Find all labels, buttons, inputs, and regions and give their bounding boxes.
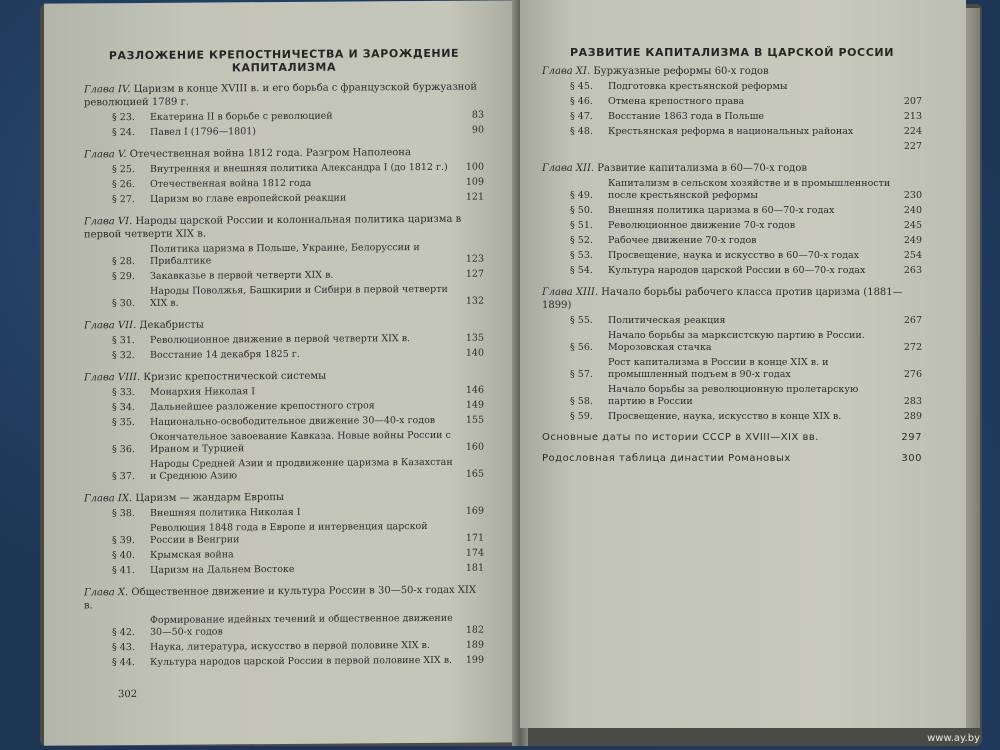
watermark: www.ay.by — [927, 733, 980, 744]
section-page: 283 — [903, 396, 922, 407]
toc-entry — [84, 640, 484, 655]
section-number: § 44. — [112, 657, 135, 669]
section-title: Народы Поволжья, Башкирии и Сибири в первой четверти XIX в. — [150, 283, 448, 309]
toc-entry — [84, 415, 484, 430]
chapter-label: Глава VIII. — [84, 371, 141, 384]
toc-entry — [542, 126, 922, 138]
chapter-label: Глава XII. — [542, 163, 595, 174]
chapter-title: Буржуазные реформы 60-х годов — [593, 66, 769, 77]
summary-page: 297 — [901, 432, 922, 443]
toc-entry — [84, 430, 484, 457]
chapter-heading — [84, 213, 484, 242]
toc-entry — [542, 357, 922, 381]
chapter-block — [84, 317, 484, 363]
summary-page: 300 — [901, 453, 922, 464]
section-page: 289 — [903, 411, 922, 422]
right-toc — [542, 65, 922, 423]
section-number: § 53. — [570, 250, 593, 261]
section-title: Восстание 1863 года в Польше — [608, 111, 765, 122]
section-title: Восстание 14 декабря 1825 г. — [150, 348, 300, 361]
toc-entry — [542, 111, 922, 123]
chapter-heading — [84, 584, 484, 613]
section-page: 123 — [465, 253, 484, 265]
section-number: § 51. — [570, 220, 593, 231]
section-page: 127 — [465, 268, 484, 280]
summary-entry — [542, 452, 922, 465]
section-page: 276 — [903, 369, 922, 380]
section-title: Подготовка крестьянской реформы — [608, 81, 788, 92]
section-title: Начало борьбы за марксистскую партию в России. Морозовская стачка — [608, 330, 865, 353]
section-number: § 34. — [112, 402, 135, 414]
chapter-heading — [84, 317, 484, 333]
toc-entry — [542, 220, 922, 232]
chapter-block — [84, 584, 484, 670]
section-number: § 58. — [570, 396, 593, 407]
section-number: § 46. — [570, 96, 593, 107]
summary-entry — [542, 431, 922, 444]
chapter-label: Глава VII. — [84, 320, 137, 332]
chapter-title: Кризис крепостнической системы — [143, 370, 327, 383]
section-page: 140 — [465, 347, 484, 359]
section-title: Крымская война — [150, 549, 234, 561]
section-title: Павел I (1796—1801) — [150, 126, 257, 138]
summary-list — [542, 431, 922, 465]
section-title: Народы Средней Азии и продвижение царизма в Казахстан и Среднюю Азию — [150, 456, 453, 482]
chapter-label: Глава X. — [84, 587, 129, 599]
section-page: 174 — [465, 547, 484, 559]
section-number: § 39. — [112, 535, 135, 547]
section-title: Революция 1848 года в Европе и интервенция царской России в Венгрии — [150, 520, 428, 546]
section-title: Крестьянская реформа в национальных районах — [608, 126, 854, 137]
section-title: Политика царизма в Польше, Украине, Белоруссии и Прибалтике — [150, 242, 420, 267]
section-number: § 24. — [112, 127, 135, 139]
section-title: Царизм на Дальнем Востоке — [150, 563, 295, 576]
section-title: Отечественная война 1812 года — [150, 177, 312, 190]
section-page: 100 — [465, 161, 484, 173]
section-number: § 57. — [570, 369, 593, 380]
toc-entry — [84, 400, 484, 415]
toc-entry — [84, 655, 484, 670]
section-page: 227 — [903, 141, 922, 152]
section-page: 199 — [465, 654, 484, 666]
section-page: 132 — [465, 295, 484, 307]
section-number: § 23. — [112, 112, 135, 124]
section-number: § 48. — [570, 126, 593, 137]
section-page: 267 — [903, 315, 922, 326]
toc-entry — [542, 315, 922, 327]
section-title: Революционное движение 70-х годов — [608, 220, 796, 231]
section-title: Внешняя политика царизма в 60—70-х годах — [608, 205, 835, 216]
chapter-label: Глава IX. — [84, 493, 133, 505]
section-number: § 54. — [570, 265, 593, 276]
chapter-label: Глава VI. — [84, 216, 133, 228]
toc-entry — [542, 330, 922, 354]
section-number: § 37. — [112, 471, 135, 483]
section-number: § 26. — [112, 179, 135, 191]
toc-entry — [84, 563, 484, 578]
right-page-header: РАЗВИТИЕ КАПИТАЛИЗМА В ЦАРСКОЙ РОССИИ — [569, 46, 895, 59]
section-page: 146 — [465, 384, 484, 396]
chapter-heading — [542, 286, 922, 312]
chapter-title: Общественное движение и культура России в 30—50-х годах XIX в. — [84, 584, 476, 612]
section-title: Рабочее движение 70-х годов — [608, 235, 757, 246]
chapter-block — [84, 490, 484, 578]
chapter-heading — [542, 65, 922, 78]
toc-entry — [542, 250, 922, 262]
chapter-block — [84, 213, 484, 311]
section-title: Монархия Николая I — [150, 386, 255, 398]
section-number: § 36. — [112, 444, 135, 456]
toc-entry — [84, 192, 484, 207]
toc-entry — [542, 265, 922, 277]
toc-entry — [84, 385, 484, 400]
toc-entry — [84, 548, 484, 563]
section-title: Начало борьбы за революционную пролетарскую партию в России — [608, 384, 859, 407]
section-number: § 30. — [112, 298, 135, 310]
section-page: 207 — [903, 96, 922, 107]
toc-entry — [84, 177, 484, 192]
chapter-heading — [84, 81, 484, 110]
chapter-title: Декабристы — [139, 319, 204, 331]
section-number: § 41. — [112, 565, 135, 577]
section-page: 155 — [465, 414, 484, 426]
section-number: § 56. — [570, 342, 593, 353]
section-number: § 35. — [112, 417, 135, 429]
section-page: 189 — [465, 639, 484, 651]
chapter-title: Народы царской России и колониальная политика царизма в первой четверти XIX в. — [84, 213, 462, 241]
section-page: 135 — [465, 332, 484, 344]
left-page-header: РАЗЛОЖЕНИЕ КРЕПОСТНИЧЕСТВА И ЗАРОЖДЕНИЕ КАПИТАЛИЗМА — [108, 46, 460, 75]
toc-entry — [84, 242, 484, 269]
toc-entry — [84, 125, 484, 140]
section-title: Внутренняя и внешняя политика Александра I (до 1812 г.) — [150, 161, 448, 175]
toc-entry — [542, 205, 922, 217]
chapter-title: Царизм в конце XVIII в. и его борьба с французской буржуазной революцией 1789 г. — [84, 81, 478, 109]
toc-entry — [84, 269, 484, 284]
section-page: 254 — [903, 250, 922, 261]
toc-entry — [542, 178, 922, 202]
section-page: 245 — [903, 220, 922, 231]
section-page: 181 — [465, 562, 484, 574]
toc-entry — [84, 457, 484, 484]
section-title: Культура народов царской России в 60—70-х годах — [608, 265, 866, 276]
section-page: 165 — [465, 468, 484, 480]
section-title: Окончательное завоевание Кавказа. Новые войны России с Ираном и Турцией — [150, 429, 451, 455]
section-title: Просвещение, наука и искусство в 60—70-х годах — [608, 250, 860, 261]
chapter-block — [542, 286, 922, 423]
section-title: Отмена крепостного права — [608, 96, 745, 107]
toc-entry — [84, 613, 484, 640]
chapter-block — [84, 81, 484, 140]
chapter-label: Глава XI. — [542, 66, 591, 77]
section-page: 230 — [903, 190, 922, 201]
section-page: 249 — [903, 235, 922, 246]
section-page: 149 — [465, 399, 484, 411]
chapter-block — [542, 162, 922, 277]
toc-entry — [84, 162, 484, 177]
chapter-heading — [542, 162, 922, 175]
section-page: 160 — [465, 441, 484, 453]
toc-entry — [542, 384, 922, 408]
chapter-heading — [84, 146, 484, 162]
section-number: § 49. — [570, 190, 593, 201]
section-number: § 31. — [112, 335, 135, 347]
section-page: 121 — [465, 191, 484, 203]
section-page: 109 — [465, 176, 484, 188]
section-title: Екатерина II в борьбе с революцией — [150, 110, 333, 123]
toc-entry — [84, 284, 484, 311]
chapter-label: Глава XIII. — [542, 287, 599, 298]
section-page: 240 — [903, 205, 922, 216]
page-edges — [966, 8, 980, 728]
section-title: Капитализм в сельском хозяйстве и в промышленности после крестьянской реформы — [608, 178, 891, 201]
section-title: Внешняя политика Николая I — [150, 506, 301, 519]
chapter-block — [84, 369, 484, 484]
section-number: § 33. — [112, 387, 135, 399]
section-title: Наука, литература, искусство в первой половине XIX в. — [150, 639, 430, 653]
chapter-title: Отечественная война 1812 года. Разгром Наполеона — [129, 147, 411, 161]
section-page: 182 — [465, 624, 484, 636]
section-page: 272 — [903, 342, 922, 353]
chapter-block — [542, 65, 922, 153]
toc-entry — [542, 96, 922, 108]
section-title: Закавказье в первой четверти XIX в. — [150, 269, 334, 282]
section-number: § 40. — [112, 550, 135, 562]
section-page: 224 — [903, 126, 922, 137]
toc-entry — [84, 506, 484, 521]
section-page: 213 — [903, 111, 922, 122]
section-number: § 38. — [112, 508, 135, 520]
right-page — [520, 0, 966, 728]
section-number: § 28. — [112, 256, 135, 268]
summary-title: Родословная таблица династии Романовых — [542, 453, 791, 464]
left-page — [44, 0, 518, 745]
section-number: § 32. — [112, 350, 135, 362]
section-number: § 55. — [570, 315, 593, 326]
section-title: Революционное движение в первой четверти XIX в. — [150, 333, 411, 346]
page-number: 302 — [118, 689, 138, 701]
summary-title: Основные даты по истории СССР в XVIII—XIX вв. — [542, 432, 819, 443]
chapter-title: Царизм — жандарм Европы — [135, 491, 284, 505]
section-page: 169 — [465, 505, 484, 517]
section-number: § 47. — [570, 111, 593, 122]
chapter-title: Начало борьбы рабочего класса против царизма (1881—1899) — [542, 287, 903, 311]
section-number: § 45. — [570, 81, 593, 92]
chapter-label: Глава V. — [84, 149, 127, 161]
chapter-label: Глава IV. — [84, 84, 131, 96]
section-title: Дальнейшее разложение крепостного строя — [150, 400, 375, 413]
toc-entry — [542, 81, 922, 93]
section-number: § 59. — [570, 411, 593, 422]
section-title: Просвещение, наука, искусство в конце XIX в. — [608, 411, 842, 422]
section-title: Царизм во главе европейской реакции — [150, 192, 347, 205]
toc-entry — [542, 141, 922, 153]
section-title: Формирование идейных течений и общественное движение 30—50-х годов — [150, 612, 453, 638]
section-number: § 52. — [570, 235, 593, 246]
chapter-heading — [84, 369, 484, 385]
section-title: Культура народов царской России в первой половине XIX в. — [150, 654, 453, 668]
chapter-heading — [84, 490, 484, 506]
toc-entry — [84, 333, 484, 348]
section-number: § 43. — [112, 642, 135, 654]
toc-entry — [84, 348, 484, 363]
toc-entry — [542, 411, 922, 423]
chapter-title: Развитие капитализма в 60—70-х годов — [597, 163, 807, 174]
section-page: 83 — [471, 109, 484, 121]
section-title: Национально-освободительное движение 30—40-х годов — [150, 414, 436, 428]
toc-entry — [84, 521, 484, 548]
section-page: 171 — [465, 532, 484, 544]
section-number: § 29. — [112, 271, 135, 283]
section-number: § 25. — [112, 164, 135, 176]
section-title: Рост капитализма в России в конце XIX в. и промышленный подъем в 90-х годах — [608, 357, 829, 380]
section-page: 263 — [903, 265, 922, 276]
chapter-block — [84, 146, 484, 207]
section-number: § 27. — [112, 194, 135, 206]
section-title: Политическая реакция — [608, 315, 726, 326]
section-number: § 42. — [112, 627, 135, 639]
section-number: § 50. — [570, 205, 593, 216]
section-page: 90 — [471, 124, 484, 136]
toc-entry — [84, 110, 484, 125]
left-toc — [84, 81, 484, 670]
toc-entry — [542, 235, 922, 247]
